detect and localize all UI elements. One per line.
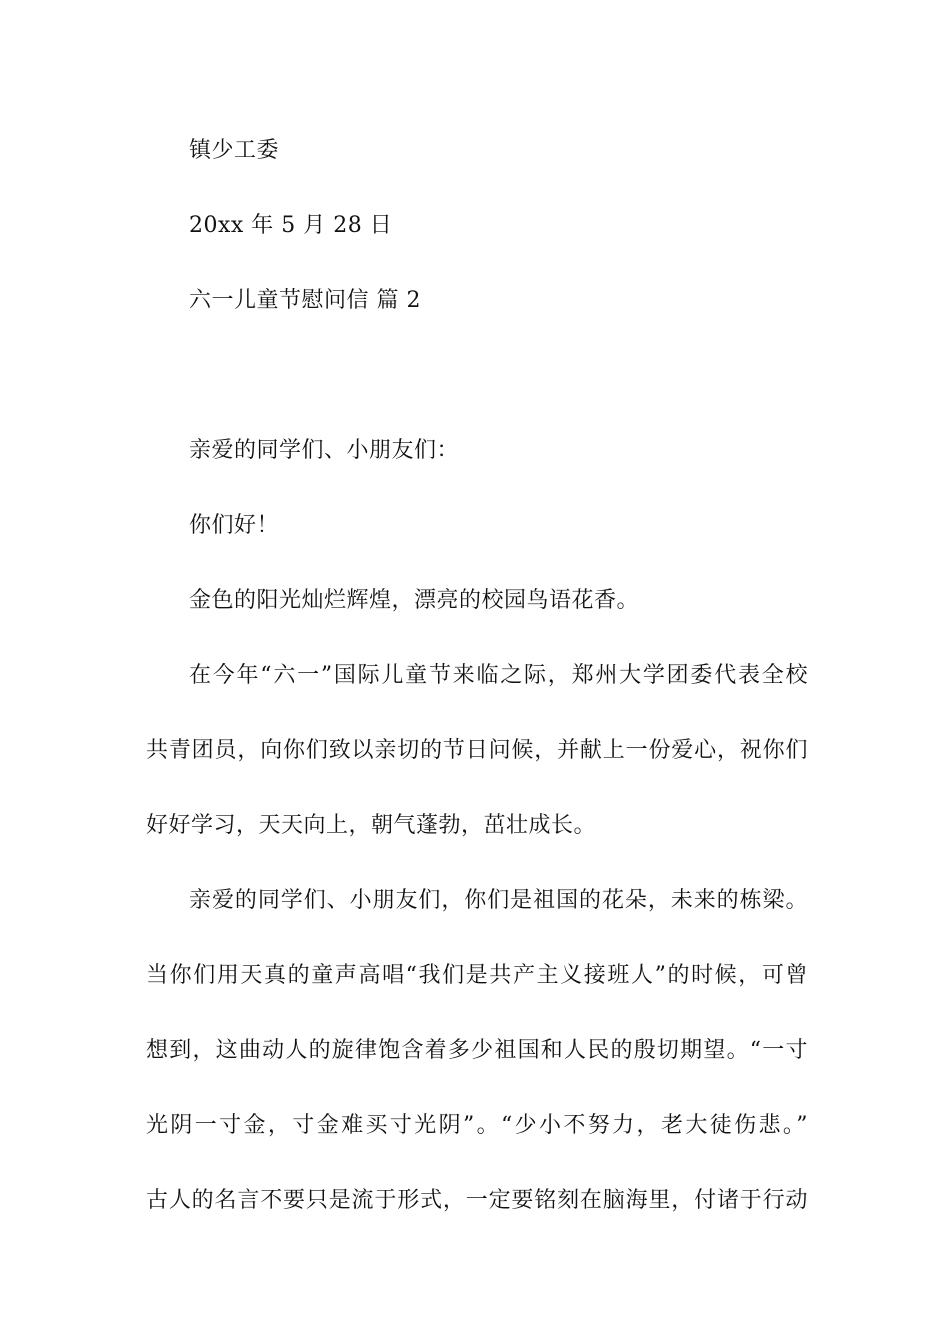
greeting: 你们好！: [189, 513, 280, 538]
paragraph-2-line-3: 好好学习，天天向上，朝气蓬勃，茁壮成长。: [146, 813, 597, 838]
signature-date: 20xx 年 5 月 28 日: [189, 213, 393, 238]
paragraph-3-line-2: 当你们用天真的童声高唱“我们是共产主义接班人”的时候，可曾: [146, 963, 808, 988]
paragraph-3-line-4: 光阴一寸金，寸金难买寸光阴”。“少小不努力，老大徒伤悲。”: [146, 1113, 808, 1138]
paragraph-1-line-1: 金色的阳光灿烂辉煌，漂亮的校园鸟语花香。: [189, 588, 640, 613]
paragraph-3-line-1: 亲爱的同学们、小朋友们，你们是祖国的花朵，未来的栋梁。: [189, 888, 808, 913]
paragraph-2-line-2: 共青团员，向你们致以亲切的节日问候，并献上一份爱心，祝你们: [146, 738, 808, 763]
salutation: 亲爱的同学们、小朋友们：: [189, 438, 460, 463]
section-title: 六一儿童节慰问信 篇 2: [189, 288, 421, 313]
paragraph-3-line-3: 想到，这曲动人的旋律饱含着多少祖国和人民的殷切期望。“一寸: [146, 1038, 808, 1063]
paragraph-3-line-5: 古人的名言不要只是流于形式，一定要铭刻在脑海里，付诸于行动: [146, 1188, 808, 1213]
signature-org: 镇少工委: [189, 138, 280, 163]
paragraph-2-line-1: 在今年“六一”国际儿童节来临之际，郑州大学团委代表全校: [189, 663, 808, 688]
